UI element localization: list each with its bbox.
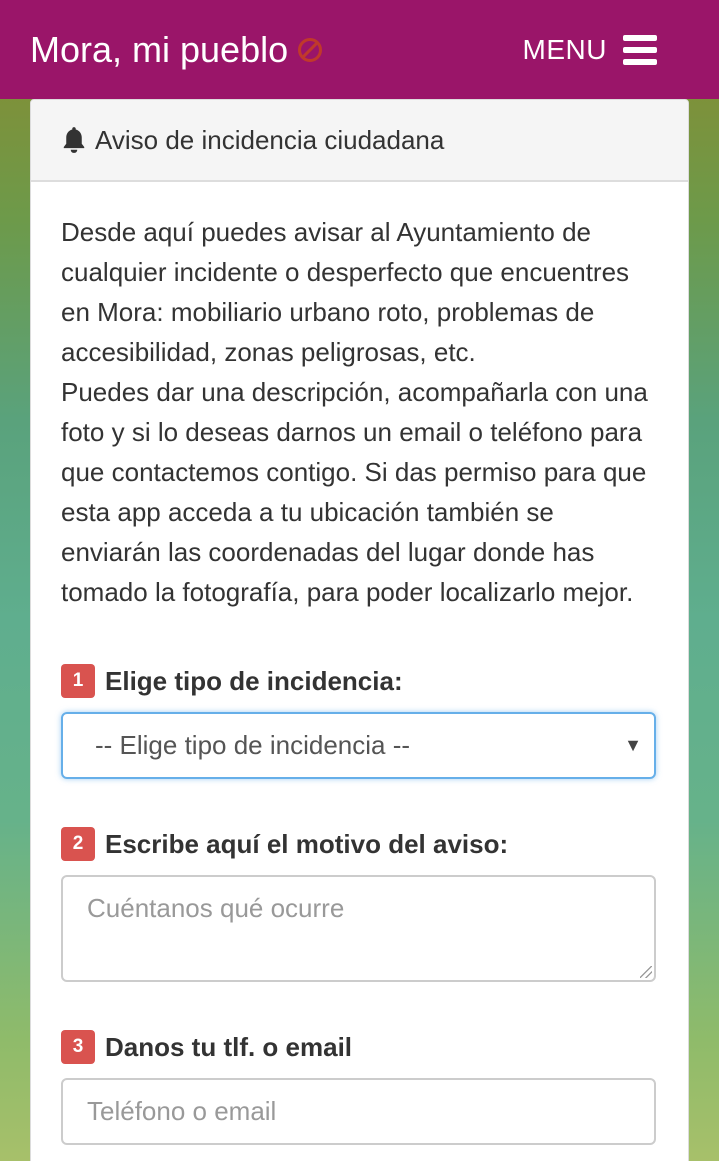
panel-title: Aviso de incidencia ciudadana [95,124,445,155]
step-3-label [61,1030,658,1064]
app-title[interactable]: Mora, mi pueblo [30,28,289,70]
contact-placeholder: Teléfono o email [87,1096,277,1126]
intro-paragraph: Desde aquí puedes avisar al Ayuntamiento de cualquier incidente o desperfecto que encuentres en Mora: mobiliario urbano roto, problemas de accesibilidad, zonas peligrosas, etc. [61,217,630,367]
bell-icon [61,126,87,154]
menu-label: MENU [522,33,607,65]
resize-grip-icon[interactable] [640,966,652,978]
step-number-badge: 3 [61,1030,95,1064]
intro-text [61,212,658,612]
ban-icon [298,38,322,62]
step-1-label-text: Elige tipo de incidencia: [105,665,403,696]
brand[interactable] [30,28,322,70]
caret-down-icon: ▼ [624,735,642,755]
intro-paragraph: Puedes dar una descripción, acompañarla con una foto y si lo deseas darnos un email o teléfono para que contactemos contigo. Si das permiso para que esta app acceda a tu ubicación también se enviarán las coordenadas del lugar donde has tomado la fotografía, para poder localizarlo mejor. [61,377,648,607]
incident-panel [30,99,689,1161]
panel-body [31,182,688,1145]
reason-textarea[interactable] [61,875,656,982]
incident-type-select[interactable] [61,712,656,779]
step-2-label [61,827,658,861]
hamburger-icon [623,35,657,65]
top-navbar [0,0,719,99]
incident-type-selected-value: -- Elige tipo de incidencia -- [95,730,411,760]
step-2-label-text: Escribe aquí el motivo del aviso: [105,828,509,859]
step-3-label-text: Danos tu tlf. o email [105,1031,353,1062]
reason-placeholder: Cuéntanos qué ocurre [87,893,345,923]
step-number-badge: 2 [61,827,95,861]
panel-heading [31,100,688,182]
step-number-badge: 1 [61,664,95,698]
step-1-label [61,664,658,698]
menu-button[interactable] [523,34,657,66]
contact-input[interactable] [61,1078,656,1145]
